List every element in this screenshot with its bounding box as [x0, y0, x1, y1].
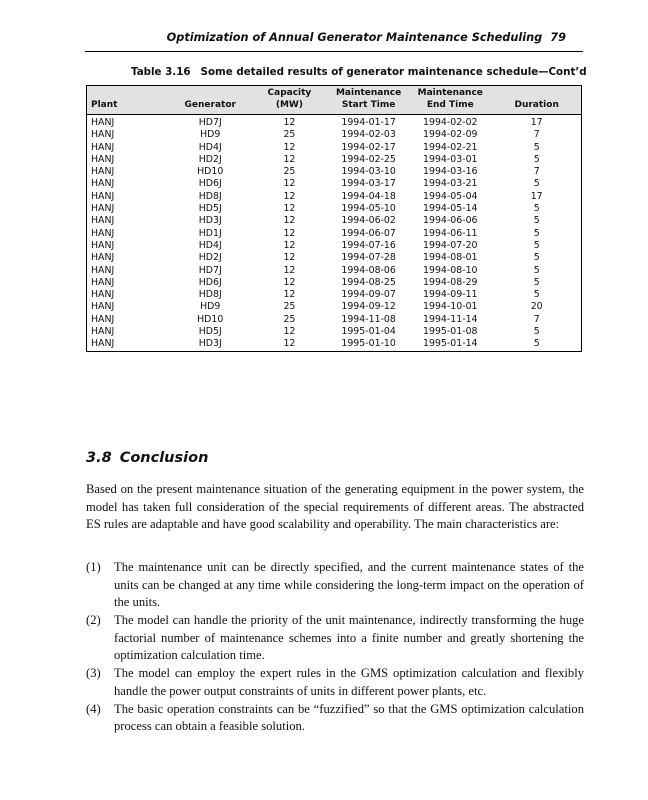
- cell-plant: HANJ: [91, 313, 115, 325]
- table-header: [87, 86, 582, 115]
- header-plant: Plant: [91, 99, 118, 110]
- cell-capacity: 12: [283, 203, 296, 215]
- table-title: Some detailed results of generator maintenance schedule—Cont’d: [200, 66, 587, 78]
- cell-capacity: 12: [283, 239, 296, 251]
- list-item: [86, 559, 584, 612]
- cell-capacity: 12: [283, 326, 296, 338]
- cell-end-time: 1994-11-14: [423, 313, 478, 325]
- cell-generator: HD1J: [198, 227, 222, 239]
- cell-start-time: 1994-02-25: [341, 153, 396, 165]
- list-item: [86, 612, 584, 665]
- cell-generator: HD5J: [198, 326, 222, 338]
- cell-generator: HD10: [197, 166, 224, 178]
- section-title: Conclusion: [119, 450, 209, 466]
- cell-end-time: 1994-05-14: [423, 203, 478, 215]
- cell-plant: HANJ: [91, 141, 115, 153]
- cell-capacity: 12: [283, 252, 296, 264]
- maintenance-schedule-table: [86, 85, 582, 352]
- table-row: [87, 178, 582, 190]
- cell-capacity: 12: [283, 117, 296, 128]
- cell-plant: HANJ: [91, 117, 115, 128]
- cell-duration: 5: [533, 264, 540, 276]
- cell-duration: 17: [530, 117, 543, 128]
- cell-start-time: 1995-01-10: [341, 338, 396, 350]
- cell-plant: HANJ: [91, 239, 115, 251]
- cell-duration: 5: [533, 227, 540, 239]
- table-row: [87, 289, 582, 301]
- cell-plant: HANJ: [91, 326, 115, 338]
- cell-duration: 5: [533, 276, 540, 288]
- cell-plant: HANJ: [91, 190, 115, 202]
- cell-generator: HD9: [200, 129, 221, 141]
- cell-duration: 20: [530, 301, 543, 313]
- cell-plant: HANJ: [91, 166, 115, 178]
- cell-start-time: 1994-02-17: [341, 141, 396, 153]
- cell-end-time: 1994-07-20: [423, 239, 478, 251]
- header-start-time: [329, 86, 408, 115]
- cell-end-time: 1994-08-29: [423, 276, 478, 288]
- cell-capacity: 12: [283, 276, 296, 288]
- cell-start-time: 1994-11-08: [341, 313, 396, 325]
- cell-duration: 7: [533, 313, 540, 325]
- header-start-line2: Start Time: [341, 99, 396, 110]
- cell-start-time: 1994-06-02: [341, 215, 396, 227]
- cell-duration: 5: [533, 141, 540, 153]
- table-row: [87, 301, 582, 313]
- table-row: [87, 166, 582, 178]
- table-row: [87, 338, 582, 351]
- table-row: [87, 129, 582, 141]
- cell-duration: 5: [533, 252, 540, 264]
- header-end-line2: End Time: [426, 99, 474, 110]
- cell-capacity: 25: [283, 313, 296, 325]
- header-row: [87, 86, 582, 115]
- cell-duration: 7: [533, 166, 540, 178]
- header-duration: Duration: [514, 99, 559, 110]
- table-body: [87, 115, 582, 352]
- cell-end-time: 1994-02-02: [423, 117, 478, 128]
- cell-end-time: 1994-10-01: [423, 301, 478, 313]
- cell-plant: HANJ: [91, 289, 115, 301]
- cell-capacity: 25: [283, 166, 296, 178]
- cell-generator: HD9: [200, 301, 221, 313]
- cell-generator: HD5J: [198, 203, 222, 215]
- cell-start-time: 1994-08-25: [341, 276, 396, 288]
- table-row: [87, 240, 582, 252]
- cell-capacity: 12: [283, 264, 296, 276]
- running-head-title: Optimization of Annual Generator Maintenance Scheduling: [166, 31, 543, 44]
- table-row: [87, 154, 582, 166]
- table-row: [87, 314, 582, 326]
- cell-plant: HANJ: [91, 153, 115, 165]
- cell-end-time: 1994-08-10: [423, 264, 478, 276]
- cell-plant: HANJ: [91, 227, 115, 239]
- cell-duration: 5: [533, 153, 540, 165]
- cell-start-time: 1994-01-17: [341, 117, 396, 128]
- cell-duration: 5: [533, 326, 540, 338]
- table-container: [86, 85, 582, 352]
- list-item: [86, 701, 584, 736]
- cell-generator: HD10: [197, 313, 224, 325]
- table-row: [87, 191, 582, 203]
- list-item-number: (2): [86, 613, 101, 627]
- cell-capacity: 12: [283, 215, 296, 227]
- cell-capacity: 12: [283, 227, 296, 239]
- cell-start-time: 1994-08-06: [341, 264, 396, 276]
- table-row: [87, 277, 582, 289]
- table-row: [87, 142, 582, 154]
- cell-start-time: 1994-09-12: [341, 301, 396, 313]
- cell-start-time: 1994-07-28: [341, 252, 396, 264]
- cell-start-time: 1994-03-17: [341, 178, 396, 190]
- cell-generator: HD3J: [198, 338, 222, 350]
- cell-capacity: 12: [283, 141, 296, 153]
- cell-plant: HANJ: [91, 301, 115, 313]
- cell-generator: HD4J: [198, 239, 222, 251]
- cell-generator: HD2J: [198, 153, 222, 165]
- list-item-number: (3): [86, 666, 101, 680]
- cell-duration: 5: [533, 203, 540, 215]
- cell-start-time: 1995-01-04: [341, 326, 396, 338]
- table-row: [87, 215, 582, 227]
- cell-plant: HANJ: [91, 203, 115, 215]
- cell-duration: 5: [533, 215, 540, 227]
- cell-end-time: 1995-01-14: [423, 338, 478, 350]
- table-row: [87, 115, 582, 130]
- list-item-text: The basic operation constraints can be “fuzzified” so that the GMS optimization calculation process can obtain a feasible solution.: [114, 701, 584, 733]
- cell-capacity: 12: [283, 178, 296, 190]
- cell-end-time: 1994-02-09: [423, 129, 478, 141]
- cell-start-time: 1994-07-16: [341, 239, 396, 251]
- cell-start-time: 1994-04-18: [341, 190, 396, 202]
- cell-start-time: 1994-02-03: [341, 129, 396, 141]
- cell-duration: 5: [533, 178, 540, 190]
- cell-capacity: 12: [283, 153, 296, 165]
- cell-capacity: 25: [283, 301, 296, 313]
- list-item-text: The model can handle the priority of the unit maintenance, indirectly transforming the huge factorial number of maintenance schemes into a finite number and greatly shortening the optimization calculation time.: [114, 613, 584, 662]
- running-head: [167, 31, 566, 44]
- header-generator: Generator: [184, 99, 236, 110]
- table-label: Table 3.16: [131, 66, 191, 78]
- cell-generator: HD8J: [198, 289, 222, 301]
- table-row: [87, 252, 582, 264]
- cell-plant: HANJ: [91, 178, 115, 190]
- header-end-line1: Maintenance: [417, 88, 483, 98]
- cell-plant: HANJ: [91, 338, 115, 350]
- cell-capacity: 12: [283, 190, 296, 202]
- cell-plant: HANJ: [91, 276, 115, 288]
- intro-paragraph: Based on the present maintenance situation of the generating equipment in the power system, the model has taken full consideration of the special requirements of different areas. The abstracted ES rules are adaptable and have good scalability and operability. The main characteristics are:: [86, 482, 584, 531]
- cell-generator: HD3J: [198, 215, 222, 227]
- cell-end-time: 1994-02-21: [423, 141, 478, 153]
- header-rule: [85, 51, 583, 52]
- cell-generator: HD7J: [198, 264, 222, 276]
- cell-duration: 17: [530, 190, 543, 202]
- cell-capacity: 25: [283, 129, 296, 141]
- cell-end-time: 1994-08-01: [423, 252, 478, 264]
- cell-start-time: 1994-05-10: [341, 203, 396, 215]
- characteristics-list: [86, 559, 584, 736]
- table-row: [87, 265, 582, 277]
- cell-start-time: 1994-03-10: [341, 166, 396, 178]
- cell-plant: HANJ: [91, 264, 115, 276]
- cell-generator: HD6J: [198, 276, 222, 288]
- table-row: [87, 326, 582, 338]
- cell-end-time: 1994-05-04: [423, 190, 478, 202]
- cell-duration: 5: [533, 289, 540, 301]
- cell-duration: 7: [533, 129, 540, 141]
- table-row: [87, 203, 582, 215]
- cell-plant: HANJ: [91, 252, 115, 264]
- cell-start-time: 1994-09-07: [341, 289, 396, 301]
- cell-generator: HD2J: [198, 252, 222, 264]
- header-end-time: [408, 86, 492, 115]
- table-row: [87, 228, 582, 240]
- list-item: [86, 665, 584, 700]
- cell-capacity: 12: [283, 338, 296, 350]
- cell-end-time: 1995-01-08: [423, 326, 478, 338]
- list-item-text: The model can employ the expert rules in the GMS optimization calculation and flexibly handle the power output constraints of units in different power plants, etc.: [114, 666, 584, 698]
- header-start-line1: Maintenance: [335, 88, 402, 98]
- cell-end-time: 1994-09-11: [423, 289, 478, 301]
- cell-generator: HD8J: [198, 190, 222, 202]
- cell-end-time: 1994-03-21: [423, 178, 478, 190]
- cell-end-time: 1994-03-01: [423, 153, 478, 165]
- table-caption: [131, 66, 587, 78]
- cell-plant: HANJ: [91, 129, 115, 141]
- page-number: 79: [550, 31, 566, 44]
- cell-generator: HD4J: [198, 141, 222, 153]
- cell-start-time: 1994-06-07: [341, 227, 396, 239]
- section-heading: [86, 450, 208, 466]
- cell-duration: 5: [533, 338, 540, 350]
- cell-duration: 5: [533, 239, 540, 251]
- header-capacity: Capacity (MW): [267, 88, 312, 110]
- cell-capacity: 12: [283, 289, 296, 301]
- cell-end-time: 1994-03-16: [423, 166, 478, 178]
- cell-end-time: 1994-06-06: [423, 215, 478, 227]
- cell-generator: HD6J: [198, 178, 222, 190]
- cell-plant: HANJ: [91, 215, 115, 227]
- cell-generator: HD7J: [198, 117, 222, 128]
- list-item-text: The maintenance unit can be directly specified, and the current maintenance states of the units can be changed at any time while considering the long-term impact on the operation of the units.: [114, 560, 584, 609]
- list-item-number: (4): [86, 701, 101, 716]
- list-item-number: (1): [86, 560, 101, 574]
- cell-end-time: 1994-06-11: [423, 227, 478, 239]
- section-number: 3.8: [86, 450, 112, 466]
